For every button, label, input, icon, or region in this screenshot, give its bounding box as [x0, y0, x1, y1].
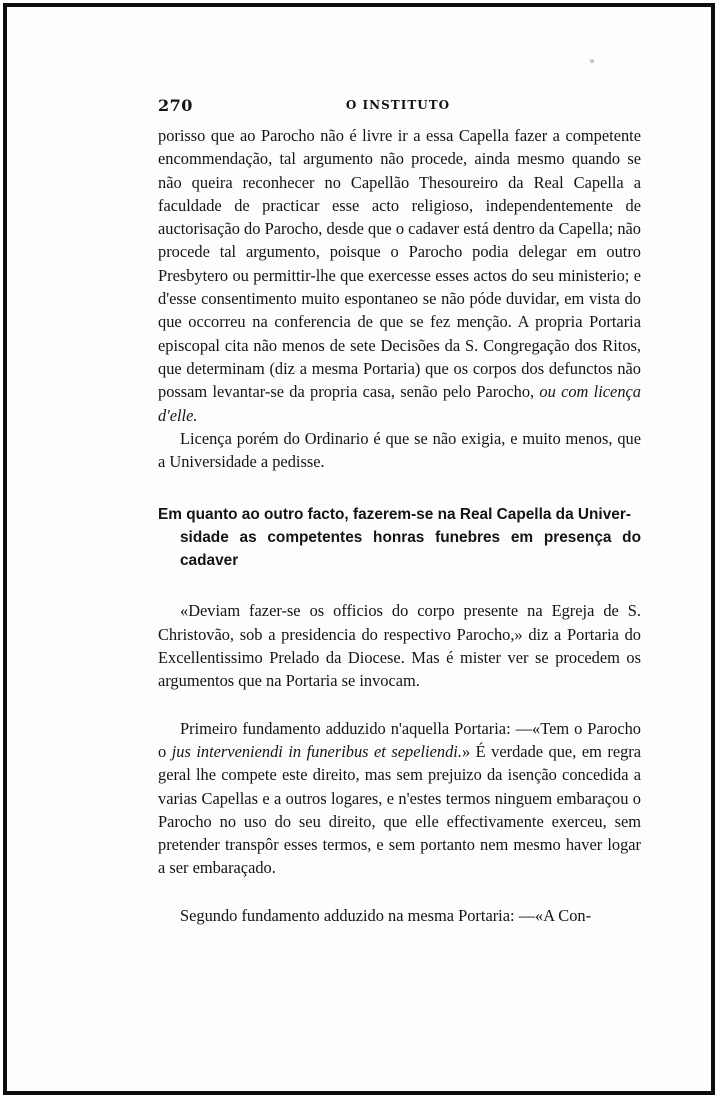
paragraph-text: » É verdade que, em regra geral lhe compete este direito, mas sem prejuizo da isenção concedida a varias Capellas e a outros logares, e n'estes termos ninguem embaraçou o Parocho no uso do seu direito, que elle effectivamente exerceu, sem pretender transpôr esses termos, e sem portanto nem mesmo haver logar a ser embaraçado.	[158, 741, 642, 878]
paragraph-continuation	[158, 124, 641, 427]
paragraph-text: porisso que ao Parocho não é livre ir a essa Capella fazer a competente encommendação, tal argumento não procede, ainda mesmo quando se não queira reconhecer no Capellão Thesoureiro da Real Capella a faculdade de practicar esse acto religioso, independentemente de auctorisação do Parocho, desde que o cadaver está dentro da Capella; não procede tal argumento, poisque o Parocho podia delegar em outro Presbytero ou permittir-lhe que exercesse esses actos do seu ministerio; e d'esse consentimento muito espontaneo se não póde duvidar, em vista do que occorreu na conferencia de que se fez menção. A propria Portaria episcopal cita não menos de sete Decisões da S. Congregação dos Ritos, que determinam (diz a mesma Portaria) que os corpos dos defunctos não possam levantar-se da propria casa, senão pelo Parocho,	[158, 126, 641, 402]
page-header	[158, 96, 638, 120]
italic-phrase: ou com licença d'elle.	[158, 382, 642, 425]
page-number: 270	[158, 96, 193, 115]
paragraph-primeiro	[158, 717, 641, 880]
body-text	[158, 124, 641, 927]
section-heading	[158, 503, 641, 572]
paragraph-text: Primeiro fundamento adduzido n'aquella Portaria: —«Tem o Parocho o	[158, 718, 641, 761]
running-title: O INSTITUTO	[345, 98, 451, 112]
heading-line-1: Em quanto ao outro facto, fazerem-se na Real Capella da Univer-	[158, 506, 631, 524]
heading-line-2: sidade as competentes honras funebres em presença do cadaver	[180, 529, 641, 570]
italic-latin-phrase: jus interveniendi in funeribus et sepeliendi.	[171, 741, 462, 761]
paragraph-licenca: Licença porém do Ordinario é que se não exigia, e muito menos, que a Universidade a pedisse.	[158, 428, 641, 472]
corner-mark: ᵘ	[590, 58, 594, 69]
paragraph-segundo: Segundo fundamento adduzido na mesma Portaria: —«A Con-	[180, 905, 592, 925]
paragraph-deviam: «Deviam fazer-se os officios do corpo presente na Egreja de S. Christovão, sob a presidencia do respectivo Parocho,» diz a Portaria do Excellentissimo Prelado da Diocese. Mas é mister ver se procedem os argumentos que na Portaria se invocam.	[158, 601, 641, 691]
